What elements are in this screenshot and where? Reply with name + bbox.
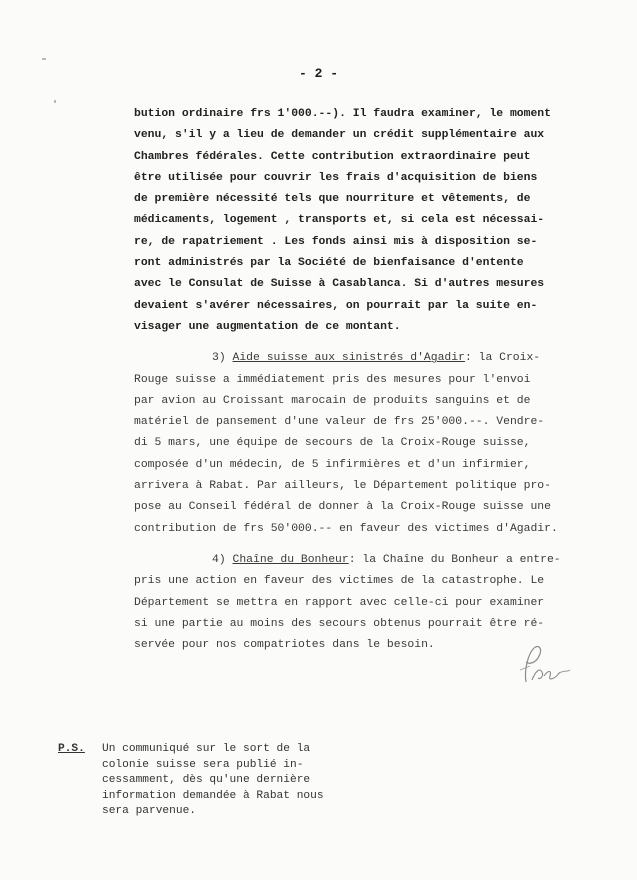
text-line: visager une augmentation de ce montant. [134, 320, 401, 333]
section-heading: Aide suisse aux sinistrés d'Agadir [232, 352, 465, 365]
text-line: par avion au Croissant marocain de produits sanguins et de [134, 394, 531, 407]
letter-body [134, 104, 596, 656]
text-line: devaient s'avérer nécessaires, on pourrait par la suite en- [134, 299, 538, 312]
text-line: Rouge suisse a immédiatement pris des mesures pour l'envoi [134, 373, 531, 386]
text-line: servée pour nos compatriotes dans le besoin. [134, 639, 435, 652]
text-line: cessamment, dès qu'une dernière [102, 774, 311, 786]
text-line: composée d'un médecin, de 5 infirmières et d'un infirmier, [134, 458, 531, 471]
text-line: pris une action en faveur des victimes de la catastrophe. Le [134, 575, 545, 588]
paragraph-1 [134, 104, 596, 338]
text-line: pose au Conseil fédéral de donner à la Croix-Rouge suisse une [134, 501, 551, 514]
text-line: arrivera à Rabat. Par ailleurs, le Département politique pro- [134, 480, 551, 493]
text-line: être utilisée pour couvrir les frais d'acquisition de biens [134, 171, 538, 184]
text-line: si une partie au moins des secours obtenus pourrait être ré- [134, 617, 545, 630]
section-3 [134, 348, 596, 540]
text-line: de première nécessité tels que nourriture et vêtements, de [134, 193, 531, 206]
section-heading-rest: : la Chaîne du Bonheur a entre- [348, 553, 561, 566]
handwritten-initials-icon [514, 640, 574, 690]
text-line: bution ordinaire frs 1'000.--). Il faudra examiner, le moment [134, 108, 551, 120]
text-line: médicaments, logement , transports et, si cela est nécessai- [134, 214, 545, 227]
text-line: Un communiqué sur le sort de la [102, 743, 311, 755]
section-number: 4) [212, 553, 226, 566]
page-number: - 2 - [298, 66, 338, 81]
text-line: contribution de frs 50'000.-- en faveur des victimes d'Agadir. [134, 522, 558, 535]
text-line: colonie suisse sera publié in- [102, 758, 304, 771]
scan-speck [42, 58, 46, 60]
text-line: Chambres fédérales. Cette contribution extraordinaire peut [134, 150, 531, 163]
text-line: ront administrés par la Société de bienfaisance d'entente [134, 257, 524, 270]
text-line: information demandée à Rabat nous [102, 789, 324, 802]
text-line: Département se mettra en rapport avec celle-ci pour examiner [134, 596, 545, 609]
postscript-text [102, 742, 382, 820]
text-line: venu, s'il y a lieu de demander un crédit supplémentaire aux [134, 129, 545, 142]
section-3-first-line [134, 348, 596, 369]
text-line: matériel de pansement d'une valeur de frs 25'000.--. Vendre- [134, 416, 545, 429]
scan-speck [54, 100, 56, 103]
section-heading-rest: : la Croix- [464, 352, 541, 365]
section-heading: Chaîne du Bonheur [232, 553, 349, 566]
postscript-label: P.S. [58, 743, 85, 755]
text-line: re, de rapatriement . Les fonds ainsi mis à disposition se- [134, 235, 538, 248]
text-line: di 5 mars, une équipe de secours de la Croix-Rouge suisse, [134, 437, 531, 450]
text-line: avec le Consulat de Suisse à Casablanca. Si d'autres mesures [134, 278, 545, 291]
text-line: sera parvenue. [102, 805, 196, 817]
section-4-first-line [134, 550, 596, 571]
section-number: 3) [212, 352, 226, 365]
